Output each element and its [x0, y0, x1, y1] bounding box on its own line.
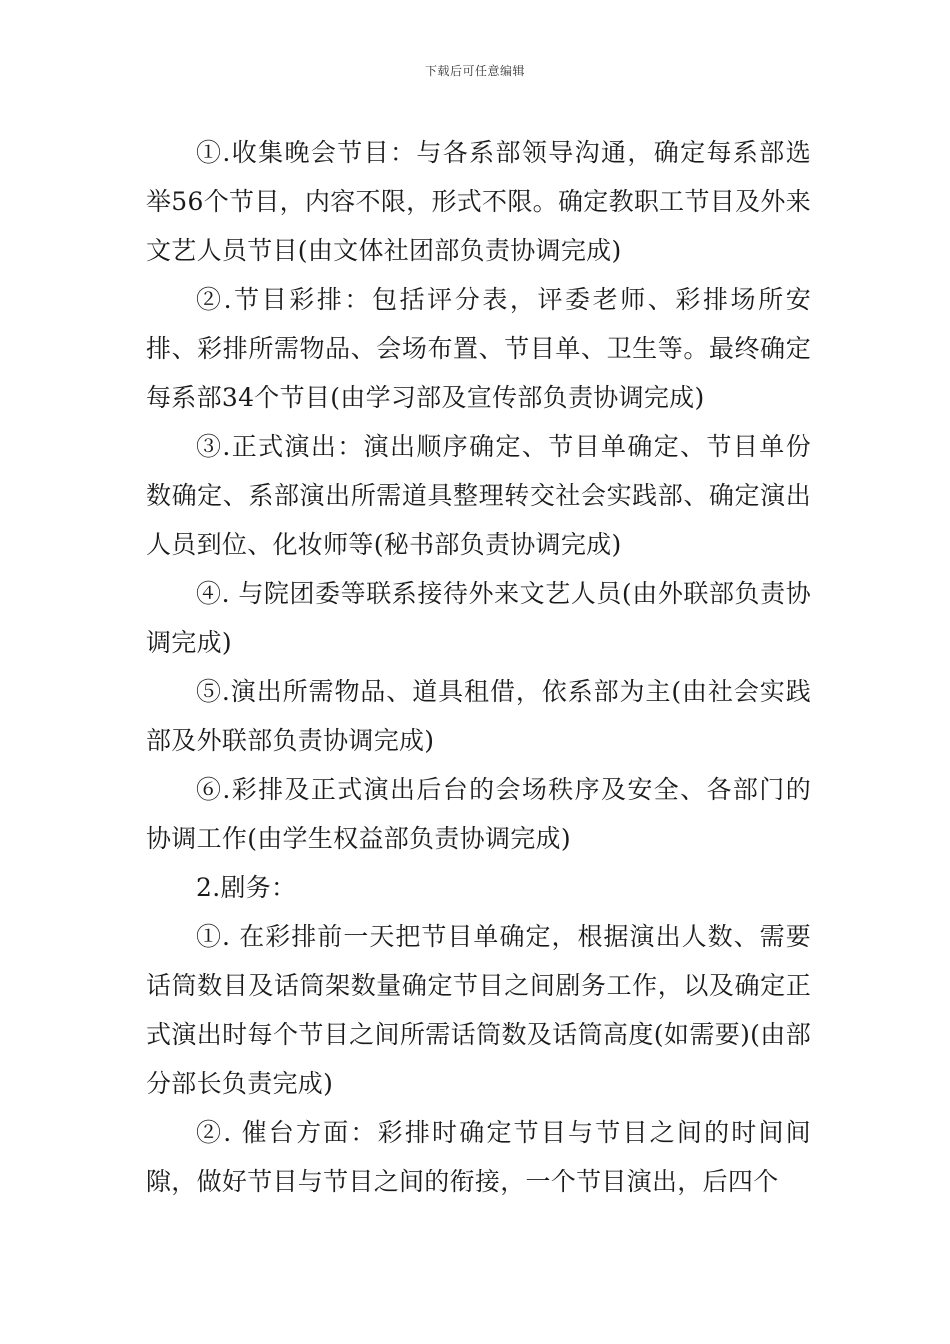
paragraph-props-rental: ⑤.演出所需物品、道具租借，依系部为主(由社会实践部及外联部负责协调完成): [146, 677, 811, 755]
document-body: [146, 128, 811, 1206]
section-heading-stage-affairs: 2.剧务：: [196, 873, 297, 902]
paragraph-rehearsal: ②.节目彩排：包括评分表，评委老师、彩排场所安排、彩排所需物品、会场布置、节目单、卫生等。最终确定每系部34个节目(由学习部及宣传部负责协调完成): [146, 285, 811, 412]
paragraph-backstage-order: ⑥.彩排及正式演出后台的会场秩序及安全、各部门的协调工作(由学生权益部负责协调完成): [146, 775, 811, 853]
page-header: 下载后可任意编辑: [424, 64, 525, 78]
paragraph-program-list: ①. 在彩排前一天把节目单确定，根据演出人数、需要话筒数目及话筒架数量确定节目之间剧务工作，以及确定正式演出时每个节目之间所需话筒数及话筒高度(如需要)(由部分部长负责完成): [146, 922, 811, 1098]
paragraph-collect-programs: ①.收集晚会节目：与各系部领导沟通，确定每系部选举56个节目，内容不限，形式不限。确定教职工节目及外来文艺人员节目(由文体社团部负责协调完成): [146, 138, 811, 265]
paragraph-formal-performance: ③.正式演出：演出顺序确定、节目单确定、节目单份数确定、系部演出所需道具整理转交社会实践部、确定演出人员到位、化妆师等(秘书部负责协调完成): [146, 432, 811, 559]
paragraph-stage-cueing: ②. 催台方面：彩排时确定节目与节目之间的时间间隙，做好节目与节目之间的衔接，一个节目演出，后四个: [146, 1118, 811, 1196]
paragraph-reception: ④. 与院团委等联系接待外来文艺人员(由外联部负责协调完成): [146, 579, 811, 657]
